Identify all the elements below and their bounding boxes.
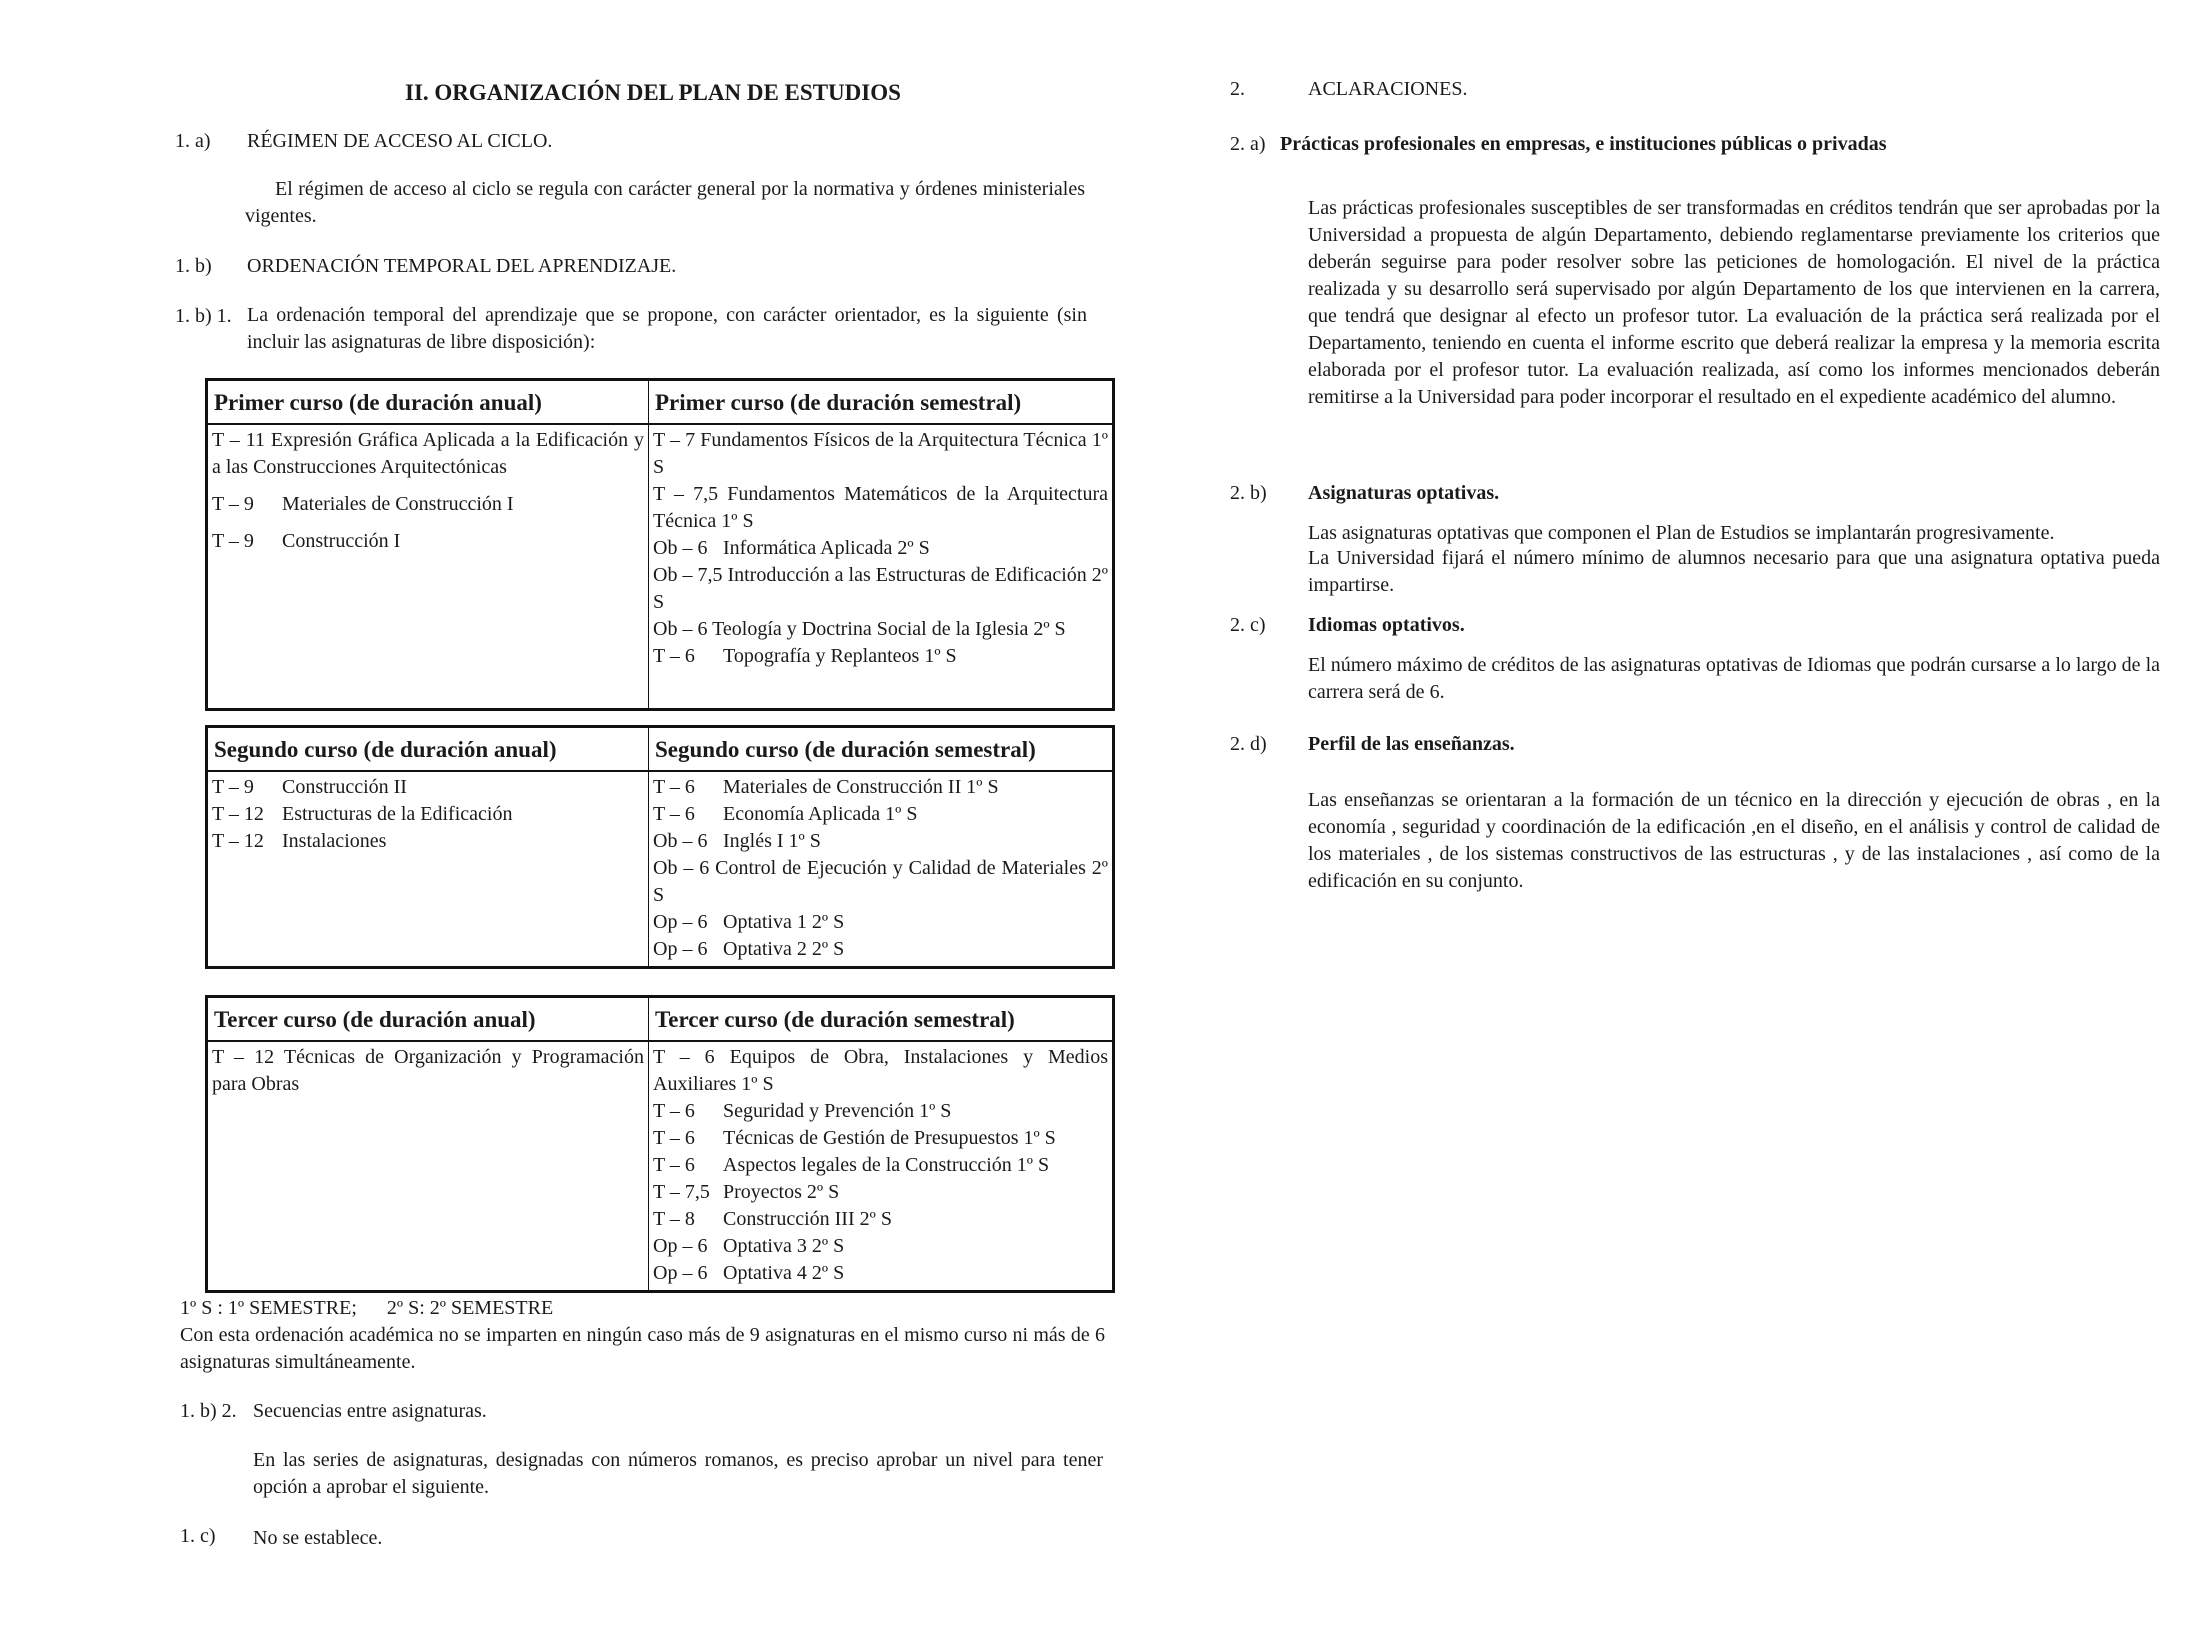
course-table-2 — [205, 725, 1115, 969]
section-number: 1. b) 2. — [180, 1400, 237, 1422]
subject-item: Ob – 7,5 Introducción a las Estructuras de Edificación 2º S — [653, 564, 1108, 613]
semestral-list — [649, 1042, 1112, 1289]
subject-item: Op – 6 Optativa 4 2º S — [653, 1262, 845, 1284]
subject-item: T – 6 Aspectos legales de la Construcción 1º S — [653, 1154, 1050, 1176]
section-heading: RÉGIMEN DE ACCESO AL CICLO. — [247, 130, 553, 152]
paragraph: En las series de asignaturas, designadas con números romanos, es preciso aprobar un nivel para tener opción a aprobar el siguiente. — [253, 1449, 1103, 1498]
subject-item: Ob – 6 Inglés I 1º S — [653, 830, 821, 852]
subject-item: T – 6 Técnicas de Gestión de Presupuestos 1º S — [653, 1127, 1056, 1149]
section-number: 1. a) — [175, 130, 211, 152]
annual-list — [208, 1042, 648, 1100]
subject-item: T – 9 Construcción II — [212, 776, 407, 798]
section-title: II. ORGANIZACIÓN DEL PLAN DE ESTUDIOS — [405, 80, 901, 105]
section-number: 2. c) — [1230, 614, 1266, 636]
subject-item: Op – 6 Optativa 3 2º S — [653, 1235, 845, 1257]
section-number: 1. c) — [180, 1525, 216, 1547]
annual-header: Segundo curso (de duración anual) — [207, 727, 649, 772]
subject-item: T – 7,5 Fundamentos Matemáticos de la Arquitectura Técnica 1º S — [653, 483, 1108, 532]
annual-list — [208, 772, 648, 857]
section-number: 2. a) — [1230, 133, 1266, 155]
semestral-header: Segundo curso (de duración semestral) — [649, 727, 1114, 772]
subject-item: Ob – 6 Informática Aplicada 2º S — [653, 537, 930, 559]
section-number: 1. b) 1. — [175, 305, 232, 327]
section-heading: Secuencias entre asignaturas. — [253, 1400, 487, 1422]
section-heading: ACLARACIONES. — [1308, 78, 1468, 100]
section-heading: Prácticas profesionales en empresas, e instituciones públicas o privadas — [1280, 133, 1887, 155]
annual-header: Tercer curso (de duración anual) — [207, 997, 649, 1042]
section-number: 2. d) — [1230, 733, 1267, 755]
subject-item: T – 6 Seguridad y Prevención 1º S — [653, 1100, 952, 1122]
section-heading: Perfil de las enseñanzas. — [1308, 733, 1515, 755]
section-number: 2. — [1230, 78, 1245, 100]
subject-item: T – 6 Materiales de Construcción II 1º S — [653, 776, 999, 798]
subject-item: Ob – 6 Teología y Doctrina Social de la Iglesia 2º S — [653, 618, 1066, 640]
section-heading: ORDENACIÓN TEMPORAL DEL APRENDIZAJE. — [247, 255, 677, 277]
subject-item: T – 8 Construcción III 2º S — [653, 1208, 892, 1230]
semestral-list — [649, 425, 1112, 672]
section-heading: Asignaturas optativas. — [1308, 482, 1500, 504]
subject-item: T – 7,5 Proyectos 2º S — [653, 1181, 840, 1203]
semester-legend: 1º S : 1º SEMESTRE; 2º S: 2º SEMESTRE — [180, 1297, 554, 1319]
paragraph: Las enseñanzas se orientaran a la formación de un técnico en la dirección y ejecución de obras , en la economía , seguridad y coordinación de la edificación ,en el diseño, en el análisis y control de calidad de los materiales , de los sistemas constructivos de las estructuras , y de las instalaciones , así como de la edificación en su conjunto. — [1308, 789, 2160, 892]
paragraph: Las asignaturas optativas que componen el Plan de Estudios se implantarán progresivamente. — [1308, 522, 2055, 544]
subject-item: Op – 6 Optativa 1 2º S — [653, 911, 845, 933]
semestral-header: Tercer curso (de duración semestral) — [649, 997, 1114, 1042]
subject-item: T – 6 Topografía y Replanteos 1º S — [653, 645, 957, 667]
paragraph: El régimen de acceso al ciclo se regula con carácter general por la normativa y órdenes ministeriales vigentes. — [245, 178, 1085, 227]
subject-item: T – 6 Equipos de Obra, Instalaciones y Medios Auxiliares 1º S — [653, 1046, 1108, 1095]
subject-item: T – 12 Técnicas de Organización y Programación para Obras — [212, 1046, 644, 1095]
subject-item: Op – 6 Optativa 2 2º S — [653, 938, 845, 960]
paragraph: El número máximo de créditos de las asignaturas optativas de Idiomas que podrán cursarse a lo largo de la carrera será de 6. — [1308, 654, 2160, 703]
annual-list — [208, 425, 648, 557]
course-table-1 — [205, 378, 1115, 711]
paragraph: No se establece. — [253, 1527, 383, 1549]
semestral-header: Primer curso (de duración semestral) — [649, 380, 1114, 425]
section-heading: Idiomas optativos. — [1308, 614, 1465, 636]
course-table-3 — [205, 995, 1115, 1293]
subject-item: T – 12 Estructuras de la Edificación — [212, 803, 513, 825]
annual-header: Primer curso (de duración anual) — [207, 380, 649, 425]
subject-item: T – 9 Materiales de Construcción I — [212, 493, 514, 515]
section-number: 2. b) — [1230, 482, 1267, 504]
paragraph: Las prácticas profesionales susceptibles de ser transformadas en créditos tendrán que ser aprobadas por la Universidad a propuesta de algún Departamento, debiendo reglamentarse previamente los criterios que deberán seguirse para poder resolver sobre las peticiones de homologación. El nivel de la práctica realizada y su desarrollo será supervisado por algún Departamento de los que intervienen en la carrera, que tendrá que designar al efecto un profesor tutor. La evaluación de la práctica será realizada por el Departamento, teniendo en cuenta el informe escrito que deberá realizar la empresa y la memoria escrita elaborada por el profesor tutor. La evaluación realizada, así como los informes mencionados deberán remitirse a la Universidad para poder incorporar el resultado en el expediente académico del alumno. — [1308, 197, 2160, 408]
subject-item: T – 6 Economía Aplicada 1º S — [653, 803, 918, 825]
subject-item: T – 7 Fundamentos Físicos de la Arquitectura Técnica 1º S — [653, 429, 1108, 478]
subject-item: T – 9 Construcción I — [212, 530, 401, 552]
paragraph: Con esta ordenación académica no se imparten en ningún caso más de 9 asignaturas en el mismo curso ni más de 6 asignaturas simultáneamente. — [180, 1324, 1105, 1373]
subject-item: T – 12 Instalaciones — [212, 830, 387, 852]
paragraph: La Universidad fijará el número mínimo de alumnos necesario para que una asignatura optativa pueda impartirse. — [1308, 547, 2160, 596]
subject-item: T – 11 Expresión Gráfica Aplicada a la Edificación y a las Construcciones Arquitectónicas — [212, 429, 644, 478]
section-number: 1. b) — [175, 255, 212, 277]
paragraph: La ordenación temporal del aprendizaje que se propone, con carácter orientador, es la siguiente (sin incluir las asignaturas de libre disposición): — [247, 304, 1087, 353]
semestral-list — [649, 772, 1112, 965]
subject-item: Ob – 6 Control de Ejecución y Calidad de Materiales 2º S — [653, 857, 1108, 906]
